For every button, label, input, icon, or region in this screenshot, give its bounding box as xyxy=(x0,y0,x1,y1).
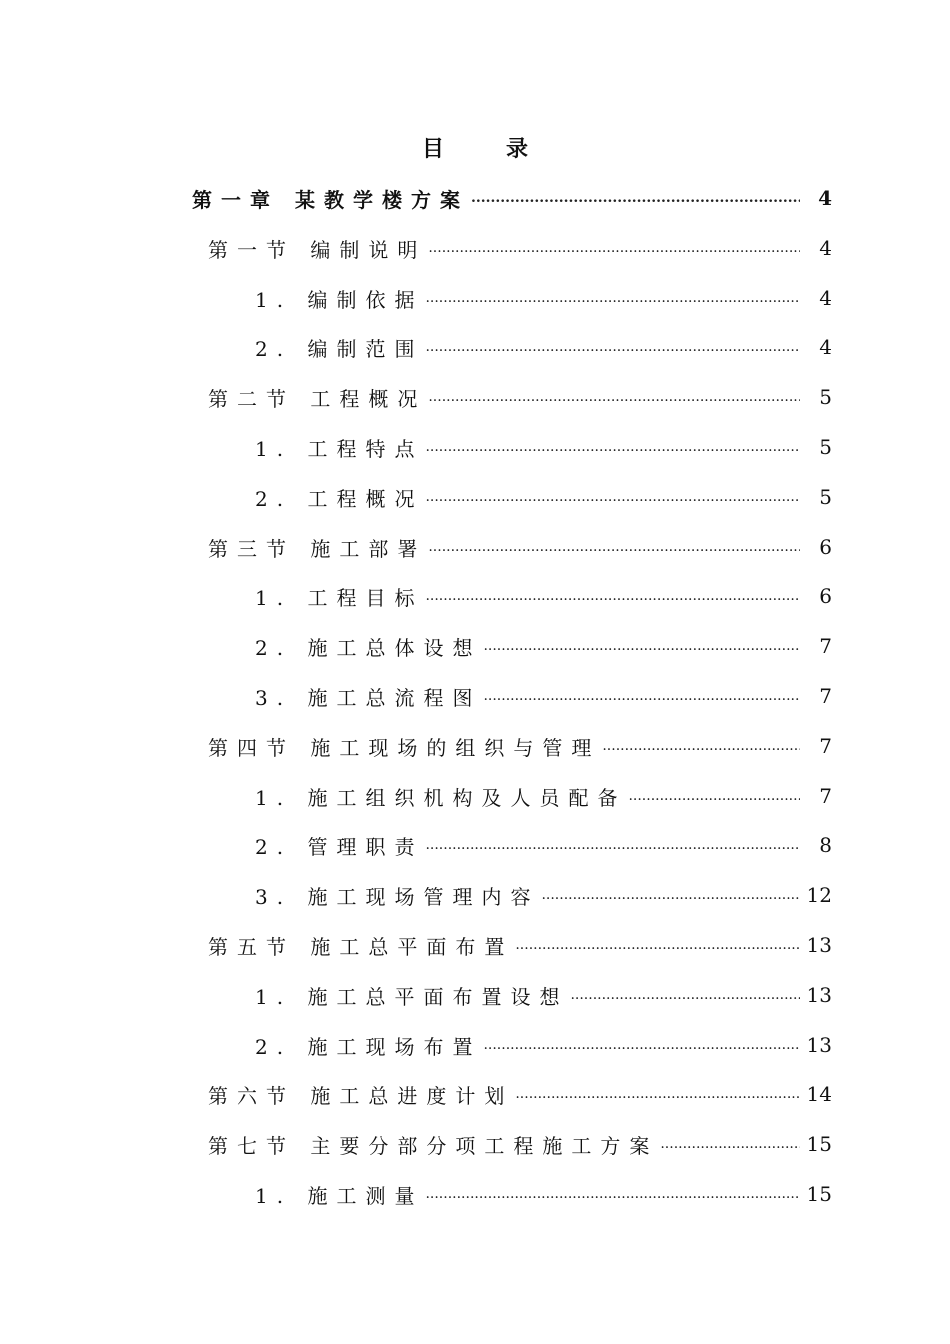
toc-entry-label: 1. 工程目标 xyxy=(255,585,424,610)
toc-entry[interactable] xyxy=(208,527,832,567)
toc-leader-dots xyxy=(541,883,800,907)
toc-entry[interactable] xyxy=(255,825,832,865)
toc-entry-label: 1. 编制依据 xyxy=(255,287,424,312)
toc-entry-label: 2. 施工总体设想 xyxy=(255,635,482,660)
toc-entry[interactable] xyxy=(208,726,832,766)
toc-entry[interactable] xyxy=(255,576,832,616)
toc-entry-page-number: 7 xyxy=(819,784,832,808)
toc-entry[interactable] xyxy=(255,676,832,716)
toc-entry[interactable] xyxy=(255,626,832,666)
toc-entry[interactable] xyxy=(255,327,832,367)
toc-entry-page-number: 7 xyxy=(819,634,832,658)
toc-entry-page-number: 5 xyxy=(819,485,832,509)
toc-leader-dots xyxy=(425,584,800,608)
toc-leader-dots xyxy=(660,1132,800,1156)
toc-leader-dots xyxy=(425,485,800,509)
toc-leader-dots xyxy=(483,634,800,658)
toc-entry[interactable] xyxy=(208,228,832,268)
toc-leader-dots xyxy=(425,1182,800,1206)
toc-entry[interactable] xyxy=(255,975,832,1015)
toc-leader-dots xyxy=(428,385,800,409)
toc-entry-label: 1. 施工组织机构及人员配备 xyxy=(255,785,627,810)
toc-title-left: 目 xyxy=(421,136,444,162)
toc-leader-dots xyxy=(483,684,800,708)
toc-entry-page-number: 13 xyxy=(806,933,832,957)
toc-entry-page-number: 5 xyxy=(819,385,832,409)
toc-entry-page-number: 15 xyxy=(806,1182,832,1206)
toc-entry-page-number: 13 xyxy=(806,1033,832,1057)
toc-entry-label: 第二节 工程概况 xyxy=(208,386,427,411)
toc-entry[interactable] xyxy=(192,178,832,218)
toc-entry-page-number: 4 xyxy=(819,335,832,359)
toc-entry-label: 2. 工程概况 xyxy=(255,486,424,511)
toc-leader-dots xyxy=(428,535,800,559)
toc-leader-dots xyxy=(425,833,800,857)
toc-entry-label: 1. 施工测量 xyxy=(255,1183,424,1208)
toc-entry-label: 1. 工程特点 xyxy=(255,436,424,461)
toc-entry-page-number: 4 xyxy=(819,236,832,260)
toc-entry-label: 1. 施工总平面布置设想 xyxy=(255,984,569,1009)
toc-entry-page-number: 4 xyxy=(819,286,832,310)
toc-entry-label: 第三节 施工部署 xyxy=(208,536,427,561)
toc-entry-page-number: 13 xyxy=(806,983,832,1007)
toc-entry-page-number: 6 xyxy=(819,584,832,608)
toc-leader-dots xyxy=(570,983,800,1007)
toc-leader-dots xyxy=(483,1033,800,1057)
toc-entry-label: 第一章 某教学楼方案 xyxy=(192,187,469,212)
toc-entry-label: 第四节 施工现场的组织与管理 xyxy=(208,735,601,760)
toc-leader-dots xyxy=(425,286,800,310)
toc-entry-page-number: 6 xyxy=(819,535,832,559)
toc-entry[interactable] xyxy=(255,875,832,915)
toc-leader-dots xyxy=(471,186,800,210)
toc-entry-page-number: 12 xyxy=(806,883,832,907)
toc-title xyxy=(0,132,950,163)
toc-entry[interactable] xyxy=(255,278,832,318)
toc-entry[interactable] xyxy=(255,1025,832,1065)
toc-entry[interactable] xyxy=(255,427,832,467)
toc-entry-label: 2. 施工现场布置 xyxy=(255,1034,482,1059)
toc-entry-label: 第五节 施工总平面布置 xyxy=(208,934,514,959)
toc-leader-dots xyxy=(425,335,800,359)
toc-leader-dots xyxy=(628,784,800,808)
toc-entry-page-number: 15 xyxy=(806,1132,832,1156)
toc-title-right: 录 xyxy=(506,136,529,162)
toc-leader-dots xyxy=(515,1082,800,1106)
toc-entry[interactable] xyxy=(255,477,832,517)
toc-entry-page-number: 14 xyxy=(806,1082,832,1106)
toc-entry-page-number: 7 xyxy=(819,684,832,708)
toc-entry-label: 第六节 施工总进度计划 xyxy=(208,1083,514,1108)
toc-entry-label: 第一节 编制说明 xyxy=(208,237,427,262)
toc-entry-page-number: 8 xyxy=(819,833,832,857)
toc-entry-label: 3. 施工现场管理内容 xyxy=(255,884,540,909)
toc-entry-page-number: 5 xyxy=(819,435,832,459)
toc-leader-dots xyxy=(428,236,800,260)
toc-entry-label: 第七节 主要分部分项工程施工方案 xyxy=(208,1133,659,1158)
toc-entry[interactable] xyxy=(208,377,832,417)
toc-entry-page-number: 4 xyxy=(818,186,832,210)
toc-entry[interactable] xyxy=(208,1124,832,1164)
toc-entry[interactable] xyxy=(208,925,832,965)
toc-entry[interactable] xyxy=(255,1174,832,1214)
toc-entry[interactable] xyxy=(255,776,832,816)
toc-leader-dots xyxy=(602,734,800,758)
toc-entry[interactable] xyxy=(208,1074,832,1114)
toc-entry-label: 2. 管理职责 xyxy=(255,834,424,859)
toc-leader-dots xyxy=(515,933,800,957)
toc-entry-page-number: 7 xyxy=(819,734,832,758)
toc-entry-label: 3. 施工总流程图 xyxy=(255,685,482,710)
toc-leader-dots xyxy=(425,435,800,459)
toc-entry-label: 2. 编制范围 xyxy=(255,336,424,361)
